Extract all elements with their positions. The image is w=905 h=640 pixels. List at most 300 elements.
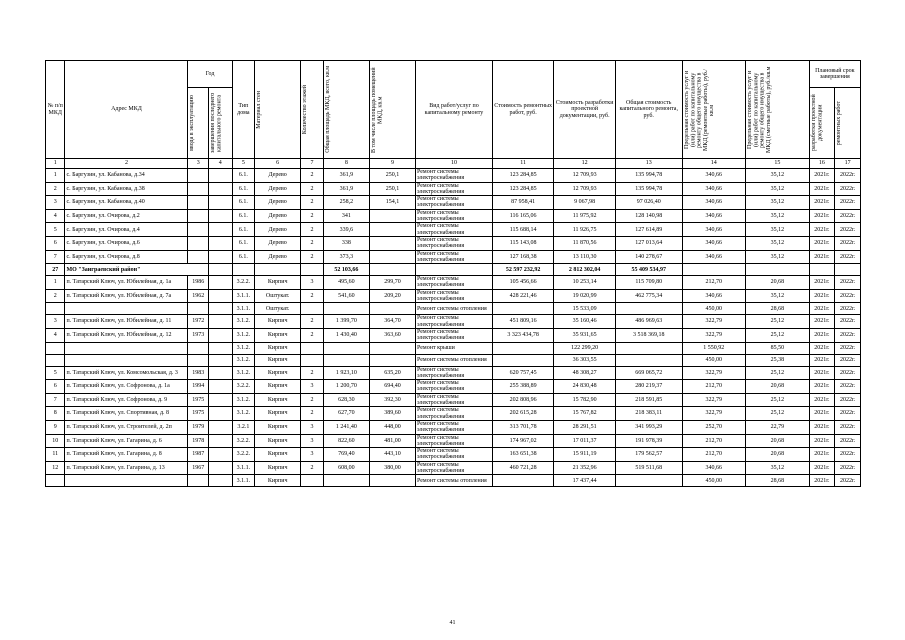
row-year-repair [208, 209, 232, 223]
row-total-area: 361,9 [323, 169, 369, 183]
row-num [46, 475, 65, 487]
row-deadline-design: 2021г. [809, 236, 835, 250]
row-wall-material: Кирпич [255, 475, 301, 487]
row-limit-cost-1: 322,79 [682, 393, 746, 407]
row-deadline-design: 2021г. [809, 328, 835, 342]
district-name: МО "Заиграевский район" [65, 264, 209, 276]
row-work-type: Ремонт системы отопления [416, 354, 493, 366]
row-year-repair [208, 236, 232, 250]
row-deadline-design: 2021г. [809, 223, 835, 237]
row-design-cost: 122 299,20 [554, 342, 616, 354]
row-deadline-repair: 2022г. [835, 196, 861, 210]
row-limit-cost-2: 20,68 [746, 448, 810, 462]
table-row [46, 380, 861, 394]
row-deadline-repair: 2022г. [835, 407, 861, 421]
row-premises-area: 635,20 [369, 366, 415, 380]
header-year-commission: ввода в эксплуатацию [189, 95, 196, 151]
row-house-type: 3.1.1. [232, 475, 255, 487]
header-total-area: Общая площадь МКД, всего, кв.м [324, 66, 331, 153]
row-premises-area [369, 342, 415, 354]
row-floors: 2 [301, 169, 324, 183]
row-deadline-repair: 2022г. [835, 303, 861, 315]
row-repair-cost: 3 323 434,78 [492, 328, 554, 342]
row-year-commission [188, 169, 209, 183]
row-year-repair [208, 380, 232, 394]
row-limit-cost-1: 340,66 [682, 209, 746, 223]
row-total-cost: 127 614,89 [615, 223, 682, 237]
row-num: 1 [46, 169, 65, 183]
row-repair-cost [492, 303, 554, 315]
row-total-cost: 115 709,80 [615, 276, 682, 290]
row-work-type: Ремонт системы электроснабжения [416, 393, 493, 407]
row-address: п. Татарский Ключ, ул. Строителей, д. 2п [65, 420, 188, 434]
row-deadline-repair: 2022г. [835, 354, 861, 366]
row-limit-cost-1: 322,79 [682, 366, 746, 380]
row-premises-area: 389,60 [369, 407, 415, 421]
row-num: 4 [46, 209, 65, 223]
table-row [46, 366, 861, 380]
row-year-commission: 1983 [188, 366, 209, 380]
row-repair-cost: 428 221,46 [492, 289, 554, 303]
row-total-area: 822,60 [323, 434, 369, 448]
row-address: п. Татарский Ключ, ул. Софронова, д. 1а [65, 380, 188, 394]
table-row [46, 289, 861, 303]
row-deadline-repair: 2022г. [835, 250, 861, 264]
row-wall-material: Кирпич [255, 407, 301, 421]
row-num: 2 [46, 182, 65, 196]
row-num: 7 [46, 393, 65, 407]
row-work-type: Ремонт системы электроснабжения [416, 223, 493, 237]
row-total-area: 1 430,40 [323, 328, 369, 342]
row-year-repair [208, 448, 232, 462]
row-address: п. Татарский Ключ, ул. Софронова, д. 9 [65, 393, 188, 407]
row-year-commission [188, 196, 209, 210]
row-year-repair [208, 407, 232, 421]
row-year-commission: 1986 [188, 276, 209, 290]
row-year-repair [208, 182, 232, 196]
row-wall-material: Кирпич [255, 366, 301, 380]
row-address [65, 342, 188, 354]
row-year-repair [208, 196, 232, 210]
row-deadline-repair: 2022г. [835, 420, 861, 434]
row-floors: 2 [301, 182, 324, 196]
row-wall-material: Кирпич [255, 461, 301, 475]
table-row [46, 196, 861, 210]
row-house-type: 6.1. [232, 196, 255, 210]
row-floors: 2 [301, 461, 324, 475]
row-deadline-repair: 2022г. [835, 461, 861, 475]
row-total-cost: 669 065,72 [615, 366, 682, 380]
row-total-area: 1 399,70 [323, 315, 369, 329]
row-limit-cost-2: 35,12 [746, 209, 810, 223]
row-premises-area: 443,10 [369, 448, 415, 462]
row-year-repair [208, 289, 232, 303]
row-house-type: 3.2.2. [232, 276, 255, 290]
row-total-area: 338 [323, 236, 369, 250]
row-floors: 3 [301, 276, 324, 290]
row-num: 4 [46, 328, 65, 342]
row-house-type: 3.2.2. [232, 448, 255, 462]
row-deadline-repair: 2022г. [835, 342, 861, 354]
column-number: 13 [615, 159, 682, 169]
row-house-type: 6.1. [232, 236, 255, 250]
district-num: 27 [46, 264, 65, 276]
row-deadline-design: 2021г. [809, 354, 835, 366]
row-repair-cost: 174 967,02 [492, 434, 554, 448]
district-total: 55 409 534,97 [615, 264, 682, 276]
row-year-commission [188, 354, 209, 366]
district-area: 52 103,66 [323, 264, 369, 276]
header-design-cost: Стоимость разработки проектной документации, руб. [554, 61, 616, 159]
row-year-commission [188, 182, 209, 196]
row-repair-cost: 202 808,96 [492, 393, 554, 407]
row-premises-area [369, 303, 415, 315]
row-total-cost: 280 219,37 [615, 380, 682, 394]
row-deadline-design: 2021г. [809, 342, 835, 354]
row-premises-area [369, 209, 415, 223]
row-deadline-design: 2021г. [809, 289, 835, 303]
row-wall-material: Кирпич [255, 315, 301, 329]
row-design-cost: 13 110,30 [554, 250, 616, 264]
row-work-type: Ремонт системы отопления [416, 303, 493, 315]
row-num: 9 [46, 420, 65, 434]
row-work-type: Ремонт системы электроснабжения [416, 209, 493, 223]
row-year-repair [208, 434, 232, 448]
row-num: 12 [46, 461, 65, 475]
header-row-1 [46, 61, 861, 88]
row-repair-cost: 202 615,28 [492, 407, 554, 421]
table-row [46, 393, 861, 407]
row-premises-area: 209,20 [369, 289, 415, 303]
column-number: 4 [208, 159, 232, 169]
row-address [65, 475, 188, 487]
row-work-type: Ремонт системы электроснабжения [416, 289, 493, 303]
row-num [46, 303, 65, 315]
row-work-type: Ремонт системы электроснабжения [416, 276, 493, 290]
row-total-area: 541,60 [323, 289, 369, 303]
row-total-area: 769,40 [323, 448, 369, 462]
row-total-area [323, 475, 369, 487]
row-num: 5 [46, 366, 65, 380]
row-deadline-design: 2021г. [809, 434, 835, 448]
header-house-type: Тип дома [232, 61, 255, 159]
row-floors [301, 354, 324, 366]
row-floors: 2 [301, 315, 324, 329]
column-number: 3 [188, 159, 209, 169]
row-num: 3 [46, 196, 65, 210]
row-total-area: 339,6 [323, 223, 369, 237]
row-deadline-design: 2021г. [809, 315, 835, 329]
row-address: п. Татарский Ключ, ул. Комсомольская, д. 3 [65, 366, 188, 380]
column-number: 5 [232, 159, 255, 169]
row-design-cost: 28 291,51 [554, 420, 616, 434]
row-floors: 2 [301, 407, 324, 421]
row-limit-cost-1: 340,66 [682, 223, 746, 237]
row-total-area: 628,30 [323, 393, 369, 407]
row-design-cost: 12 709,93 [554, 182, 616, 196]
row-work-type: Ремонт системы электроснабжения [416, 380, 493, 394]
row-design-cost: 12 709,93 [554, 169, 616, 183]
row-wall-material: Дерево [255, 196, 301, 210]
row-year-commission [188, 209, 209, 223]
row-limit-cost-2: 35,12 [746, 223, 810, 237]
row-year-repair [208, 169, 232, 183]
row-repair-cost: 87 958,41 [492, 196, 554, 210]
row-design-cost: 21 352,96 [554, 461, 616, 475]
row-deadline-repair: 2022г. [835, 393, 861, 407]
row-design-cost: 35 160,46 [554, 315, 616, 329]
row-total-cost [615, 303, 682, 315]
row-total-cost: 128 140,98 [615, 209, 682, 223]
row-limit-cost-2: 20,68 [746, 380, 810, 394]
row-address: с. Баргузин, ул. Кабанова, д.38 [65, 182, 188, 196]
row-year-commission: 1994 [188, 380, 209, 394]
row-limit-cost-1: 212,70 [682, 448, 746, 462]
table-row [46, 434, 861, 448]
row-deadline-repair: 2022г. [835, 236, 861, 250]
row-num [46, 342, 65, 354]
row-address: с. Баргузин, ул. Кабанова, д.34 [65, 169, 188, 183]
row-total-cost: 127 013,64 [615, 236, 682, 250]
row-work-type: Ремонт системы электроснабжения [416, 328, 493, 342]
row-year-commission: 1972 [188, 315, 209, 329]
row-work-type: Ремонт системы отопления [416, 475, 493, 487]
row-wall-material: Кирпич [255, 393, 301, 407]
row-limit-cost-1: 1 550,92 [682, 342, 746, 354]
column-number: 1 [46, 159, 65, 169]
row-total-area [323, 354, 369, 366]
row-year-repair [208, 461, 232, 475]
column-number: 2 [65, 159, 188, 169]
row-floors: 2 [301, 223, 324, 237]
row-design-cost: 11 926,75 [554, 223, 616, 237]
column-number: 15 [746, 159, 810, 169]
row-premises-area: 250,1 [369, 182, 415, 196]
row-repair-cost: 460 721,28 [492, 461, 554, 475]
row-num: 11 [46, 448, 65, 462]
row-floors: 2 [301, 250, 324, 264]
row-total-cost: 179 562,57 [615, 448, 682, 462]
row-year-commission: 1975 [188, 393, 209, 407]
row-design-cost: 11 975,92 [554, 209, 616, 223]
row-deadline-design: 2021г. [809, 169, 835, 183]
row-deadline-design: 2021г. [809, 196, 835, 210]
row-num [46, 354, 65, 366]
row-year-repair [208, 354, 232, 366]
row-year-repair [208, 342, 232, 354]
row-limit-cost-2: 28,68 [746, 475, 810, 487]
row-limit-cost-2: 25,12 [746, 328, 810, 342]
row-num: 6 [46, 236, 65, 250]
row-year-commission [188, 236, 209, 250]
row-work-type: Ремонт системы электроснабжения [416, 434, 493, 448]
header-deadline-repair: ремонтных работ [836, 100, 843, 146]
column-number: 11 [492, 159, 554, 169]
row-limit-cost-1: 340,66 [682, 236, 746, 250]
row-total-cost [615, 354, 682, 366]
row-house-type: 3.1.2. [232, 354, 255, 366]
row-limit-cost-2: 85,50 [746, 342, 810, 354]
row-num: 1 [46, 276, 65, 290]
row-deadline-repair: 2022г. [835, 448, 861, 462]
column-number: 12 [554, 159, 616, 169]
row-deadline-repair: 2022г. [835, 315, 861, 329]
row-limit-cost-2: 25,12 [746, 407, 810, 421]
header-premises-area: В том числе площадь помещений МКД, кв.м [370, 66, 384, 153]
row-total-cost: 135 994,78 [615, 182, 682, 196]
row-limit-cost-1: 340,66 [682, 461, 746, 475]
row-repair-cost [492, 342, 554, 354]
row-work-type: Ремонт системы электроснабжения [416, 461, 493, 475]
row-wall-material: Дерево [255, 169, 301, 183]
row-year-commission: 1978 [188, 434, 209, 448]
row-limit-cost-2: 35,12 [746, 169, 810, 183]
header-repair-cost: Стоимость ремонтных работ, руб. [492, 61, 554, 159]
row-total-cost: 519 511,68 [615, 461, 682, 475]
row-limit-cost-1: 450,00 [682, 354, 746, 366]
row-work-type: Ремонт системы электроснабжения [416, 448, 493, 462]
row-wall-material: Кирпич [255, 342, 301, 354]
row-limit-cost-2: 35,12 [746, 196, 810, 210]
row-address [65, 303, 188, 315]
row-wall-material: Дерево [255, 250, 301, 264]
district-design: 2 812 302,04 [554, 264, 616, 276]
column-number: 6 [255, 159, 301, 169]
row-total-area: 341 [323, 209, 369, 223]
row-deadline-repair: 2022г. [835, 434, 861, 448]
header-wall-material: Материал стен [256, 90, 263, 129]
table-row [46, 342, 861, 354]
row-premises-area: 481,00 [369, 434, 415, 448]
row-house-type: 3.2.1 [232, 420, 255, 434]
row-wall-material: Дерево [255, 223, 301, 237]
row-total-cost: 486 969,63 [615, 315, 682, 329]
row-repair-cost: 115 143,08 [492, 236, 554, 250]
column-number: 10 [416, 159, 493, 169]
row-address: п. Татарский Ключ, ул. Юбилейная, д. 1а [65, 276, 188, 290]
row-repair-cost: 451 809,16 [492, 315, 554, 329]
table-row [46, 250, 861, 264]
row-num: 10 [46, 434, 65, 448]
row-total-cost: 218 591,85 [615, 393, 682, 407]
row-deadline-design: 2021г. [809, 393, 835, 407]
row-repair-cost: 313 701,78 [492, 420, 554, 434]
row-total-area: 495,60 [323, 276, 369, 290]
row-wall-material: Кирпич [255, 380, 301, 394]
row-total-cost: 191 978,39 [615, 434, 682, 448]
header-year-repair: завершения последнего капитального ремонта [209, 92, 223, 154]
row-total-area: 1 241,40 [323, 420, 369, 434]
row-limit-cost-1: 340,66 [682, 250, 746, 264]
row-floors [301, 475, 324, 487]
row-address: с. Баргузин, ул. Кабанова, д.40 [65, 196, 188, 210]
page-number: 41 [449, 620, 456, 626]
row-num: 7 [46, 250, 65, 264]
row-house-type: 3.1.2. [232, 393, 255, 407]
row-address: п. Татарский Ключ, ул. Гагарина, д. 6 [65, 434, 188, 448]
table-body-2 [46, 276, 861, 487]
table-row [46, 223, 861, 237]
row-wall-material: Кирпич [255, 354, 301, 366]
row-limit-cost-1: 212,70 [682, 380, 746, 394]
table-row [46, 407, 861, 421]
row-num: 2 [46, 289, 65, 303]
row-address: с. Баргузин, ул. Очирова, д.4 [65, 223, 188, 237]
row-year-commission: 1962 [188, 289, 209, 303]
row-deadline-repair: 2022г. [835, 276, 861, 290]
row-house-type: 3.1.2. [232, 366, 255, 380]
table-row [46, 315, 861, 329]
row-house-type: 3.1.2. [232, 315, 255, 329]
row-repair-cost [492, 475, 554, 487]
row-total-area [323, 303, 369, 315]
table-row [46, 420, 861, 434]
row-total-area: 373,3 [323, 250, 369, 264]
row-house-type: 3.2.2. [232, 380, 255, 394]
row-deadline-design: 2021г. [809, 303, 835, 315]
row-work-type: Ремонт системы электроснабжения [416, 182, 493, 196]
row-premises-area: 392,30 [369, 393, 415, 407]
row-limit-cost-2: 25,12 [746, 315, 810, 329]
row-floors: 3 [301, 380, 324, 394]
row-limit-cost-2: 25,38 [746, 354, 810, 366]
row-address: п. Татарский Ключ, ул. Юбилейная, д. 7а [65, 289, 188, 303]
row-repair-cost: 127 168,38 [492, 250, 554, 264]
row-total-cost [615, 342, 682, 354]
row-work-type: Ремонт системы электроснабжения [416, 236, 493, 250]
row-address: с. Баргузин, ул. Очирова, д.6 [65, 236, 188, 250]
row-floors: 2 [301, 289, 324, 303]
row-premises-area [369, 223, 415, 237]
row-design-cost: 15 911,19 [554, 448, 616, 462]
row-deadline-design: 2021г. [809, 407, 835, 421]
row-work-type: Ремонт системы электроснабжения [416, 196, 493, 210]
row-deadline-design: 2021г. [809, 250, 835, 264]
row-work-type: Ремонт системы электроснабжения [416, 169, 493, 183]
row-limit-cost-2: 20,68 [746, 276, 810, 290]
row-work-type: Ремонт системы электроснабжения [416, 315, 493, 329]
row-design-cost: 17 437,44 [554, 475, 616, 487]
table-row [46, 169, 861, 183]
column-number: 9 [369, 159, 415, 169]
row-design-cost: 15 767,82 [554, 407, 616, 421]
header-num: № п/п МКД [46, 61, 65, 159]
table-row [46, 236, 861, 250]
row-year-repair [208, 393, 232, 407]
row-house-type: 6.1. [232, 169, 255, 183]
row-deadline-design: 2021г. [809, 448, 835, 462]
row-year-commission [188, 475, 209, 487]
table-row [46, 328, 861, 342]
row-address: п. Татарский Ключ, ул. Спортивная, д. 8 [65, 407, 188, 421]
row-work-type: Ремонт системы электроснабжения [416, 407, 493, 421]
row-premises-area: 250,1 [369, 169, 415, 183]
row-deadline-design: 2021г. [809, 420, 835, 434]
row-wall-material: Кирпич [255, 448, 301, 462]
row-repair-cost [492, 354, 554, 366]
row-floors: 2 [301, 393, 324, 407]
row-deadline-design: 2021г. [809, 209, 835, 223]
row-year-commission: 1973 [188, 328, 209, 342]
row-num: 5 [46, 223, 65, 237]
row-limit-cost-2: 35,12 [746, 182, 810, 196]
row-design-cost: 36 303,55 [554, 354, 616, 366]
row-repair-cost: 105 456,66 [492, 276, 554, 290]
row-design-cost: 48 308,27 [554, 366, 616, 380]
row-total-area: 608,00 [323, 461, 369, 475]
header-limit-cost-1: Предельная стоимость услуг и (или) работ по капитальному ремонту общего имущества в МКД (ремонтные работы), руб./кв.м [683, 68, 715, 151]
row-house-type: 6.1. [232, 182, 255, 196]
